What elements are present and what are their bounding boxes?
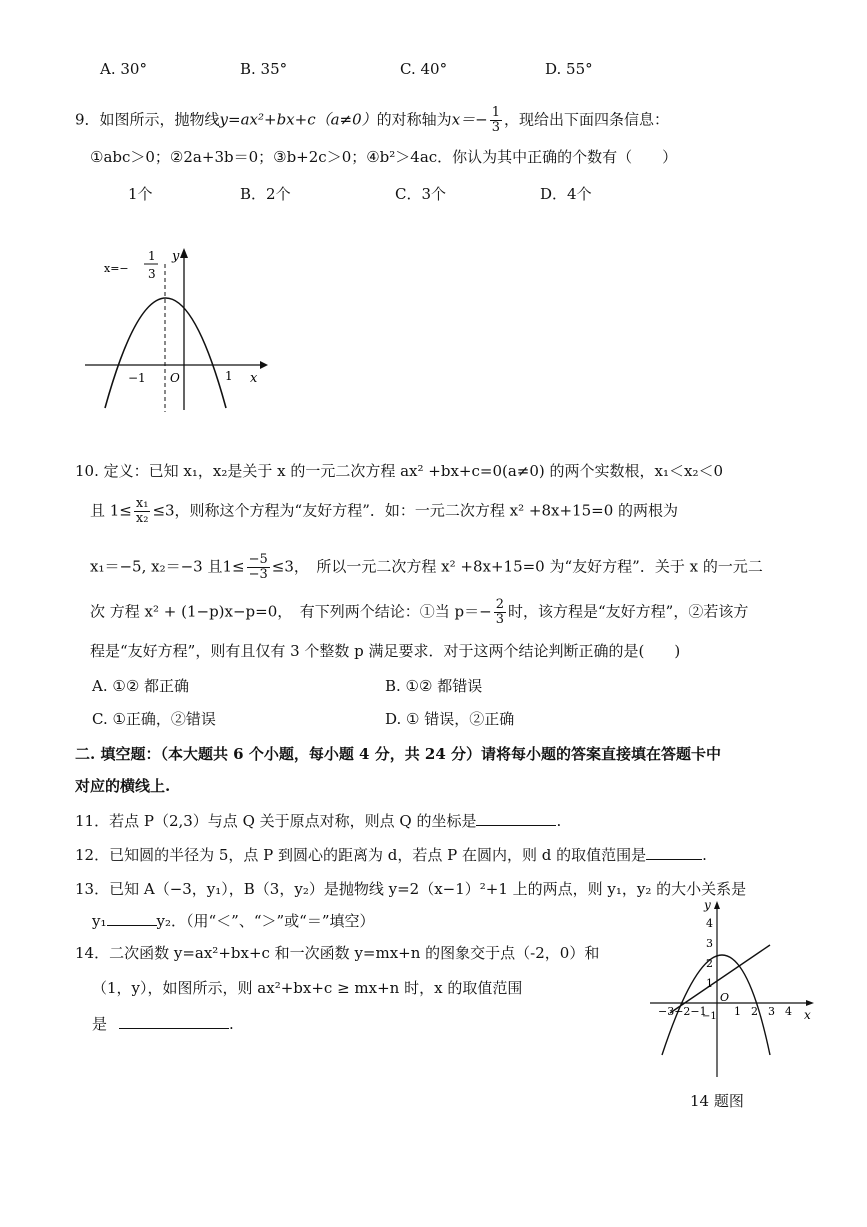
q13-y1: y₁ — [92, 912, 107, 930]
q9-axis-label-d: 3 — [148, 267, 156, 281]
q14-answer-blank[interactable] — [119, 1014, 229, 1029]
q9-line1 — [75, 106, 669, 135]
q14-graph-caption: 14 题图 — [690, 1092, 744, 1110]
q11-line — [75, 810, 561, 831]
q10-line2-frac-d: x₂ — [135, 511, 149, 526]
q9-line1-mid: 的对称轴为 — [376, 110, 452, 129]
q14-x-tick-2: 2 — [751, 1005, 758, 1018]
q10-line4-frac-d: 3 — [495, 612, 504, 627]
q10-line3-suffix: ≤3， 所以一元二次方程 x² +8x+15=0 为“友好方程”．关于 x 的一元二 — [271, 557, 763, 576]
q14-line1: 14．二次函数 y=ax²+bx+c 和一次函数 y=mx+n 的图象交于点（-2，0）和 — [75, 944, 600, 962]
q9-origin-label: O — [170, 371, 180, 385]
q10-line4-suffix: 时，该方程是“友好方程”，②若该方 — [508, 602, 749, 621]
q8-option-a: A. 30° — [100, 60, 147, 78]
q14-y-tick-4: 4 — [706, 917, 713, 930]
q14-x-ticks-negative: −3−2−1 — [658, 1005, 707, 1018]
q14-period: . — [229, 1015, 234, 1033]
q10-line2 — [90, 497, 678, 526]
q14-x-tick-1: 1 — [734, 1005, 741, 1018]
q10-line3 — [90, 553, 763, 582]
q14-x-tick-4: 4 — [785, 1005, 792, 1018]
q10-line3-frac-d: −3 — [248, 567, 268, 582]
q9-axis-frac-denominator: 3 — [491, 120, 500, 135]
q9-tick-1: 1 — [225, 369, 233, 383]
q9-axis-frac-numerator: 1 — [491, 105, 500, 120]
q10-line3-frac-n: −5 — [248, 552, 268, 567]
q9-y-arrow-icon — [180, 248, 188, 258]
q10-line1: 10. 定义：已知 x₁，x₂是关于 x 的一元二次方程 ax² +bx+c=0(a≠0) 的两个实数根，x₁＜x₂＜0 — [75, 462, 724, 480]
q9-axis-label-lhs: x=− — [104, 262, 129, 275]
section2-heading-line1: 二. 填空题：（本大题共 6 个小题，每小题 4 分，共 24 分）请将每小题的答案直接填在答题卡中 — [75, 745, 722, 763]
q10-option-d: D. ① 错误，②正确 — [385, 710, 515, 728]
q14-line3-prefix: 是 — [92, 1015, 108, 1033]
q14-y-tick-neg1: −1 — [702, 1011, 717, 1022]
q8-option-d: D. 55° — [545, 60, 593, 78]
q10-line4-prefix: 次 方程 x² + (1−p)x−p=0， 有下列两个结论：①当 p＝− — [90, 602, 492, 621]
q14-x-label: x — [804, 1008, 811, 1022]
q10-line4-frac-n: 2 — [495, 597, 504, 612]
q14-origin-label: O — [720, 991, 730, 1004]
q11-text: 11．若点 P（2,3）与点 Q 关于原点对称，则点 Q 的坐标是 — [75, 812, 477, 830]
q13-line2-suffix: y₂．（用“＜”、“＞”或“＝”填空） — [156, 912, 375, 930]
q9-tick-neg1: −1 — [128, 371, 146, 385]
q10-line2-fraction — [134, 497, 151, 526]
q9-x-arrow-icon — [260, 361, 268, 369]
q10-line2-frac-n: x₁ — [135, 496, 149, 511]
q9-x-label: x — [250, 371, 258, 386]
q9-option-d: D．4个 — [540, 185, 592, 203]
section2-heading-line2: 对应的横线上. — [75, 777, 171, 795]
q12-text: 12．已知圆的半径为 5，点 P 到圆心的距离为 d，若点 P 在圆内，则 d 的取值范围是 — [75, 846, 647, 864]
q14-y-tick-1: 1 — [706, 977, 713, 990]
q14-line2: （1，y），如图所示，则 ax²+bx+c ≥ mx+n 时，x 的取值范围 — [92, 979, 523, 997]
q9-axis-label-n: 1 — [148, 249, 156, 263]
q9-line1-prefix: 9．如图所示，抛物线 — [75, 110, 220, 129]
q9-parabola-graph — [80, 240, 280, 420]
q14-y-tick-3: 3 — [706, 937, 713, 950]
q9-line2: ①abc＞0；②2a+3b＝0；③b+2c＞0；④b²＞4ac．你认为其中正确的个数有（ ） — [90, 148, 678, 166]
q8-option-c: C. 40° — [400, 60, 448, 78]
q9-axis-eq-lhs: x＝− — [451, 110, 488, 129]
q10-line2-prefix: 且 1≤ — [90, 501, 132, 520]
q10-option-a: A. ①② 都正确 — [92, 677, 190, 695]
q14-x-arrow-icon — [806, 1000, 814, 1006]
q10-line3-fraction — [247, 553, 270, 582]
q10-line4 — [90, 598, 748, 627]
q11-period: . — [556, 812, 562, 830]
q10-line4-fraction — [494, 598, 506, 627]
q14-x-tick-3: 3 — [768, 1005, 775, 1018]
q10-line5: 程是“友好方程”，则有且仅有 3 个整数 p 满足要求．对于这两个结论判断正确的是( ) — [90, 642, 681, 660]
q10-line3-prefix: x₁＝−5, x₂＝−3 且1≤ — [90, 557, 245, 576]
q14-y-arrow-icon — [714, 901, 720, 909]
q13-line1: 13．已知 A（−3，y₁），B（3，y₂）是抛物线 y=2（x−1）²+1 上的两点，则 y₁，y₂ 的大小关系是 — [75, 880, 747, 898]
q9-axis-fraction — [490, 106, 502, 135]
q8-option-b: B. 35° — [240, 60, 288, 78]
q10-option-c: C. ①正确，②错误 — [92, 710, 216, 728]
q14-y-tick-2: 2 — [706, 957, 713, 970]
q10-line2-suffix: ≤3，则称这个方程为“友好方程”．如：一元二次方程 x² +8x+15=0 的两根为 — [152, 501, 679, 520]
q12-line — [75, 844, 707, 865]
q9-option-a: 1个 — [128, 185, 153, 203]
q12-answer-blank[interactable] — [646, 845, 702, 860]
q9-option-b: B．2个 — [240, 185, 291, 203]
q13-line2 — [92, 910, 375, 931]
q9-y-label: y — [172, 249, 180, 264]
q14-line3 — [92, 1013, 234, 1034]
q11-answer-blank[interactable] — [476, 811, 556, 826]
q12-period: . — [702, 846, 707, 864]
q9-line1-suffix: ，现给出下面四条信息： — [504, 110, 670, 129]
q14-graph — [640, 895, 820, 1085]
q13-answer-blank[interactable] — [107, 911, 157, 926]
q9-line1-equation: y=ax²+bx+c（a≠0） — [219, 110, 377, 129]
q10-option-b: B. ①② 都错误 — [385, 677, 483, 695]
q9-option-c: C．3个 — [395, 185, 447, 203]
q14-y-label: y — [704, 898, 711, 912]
